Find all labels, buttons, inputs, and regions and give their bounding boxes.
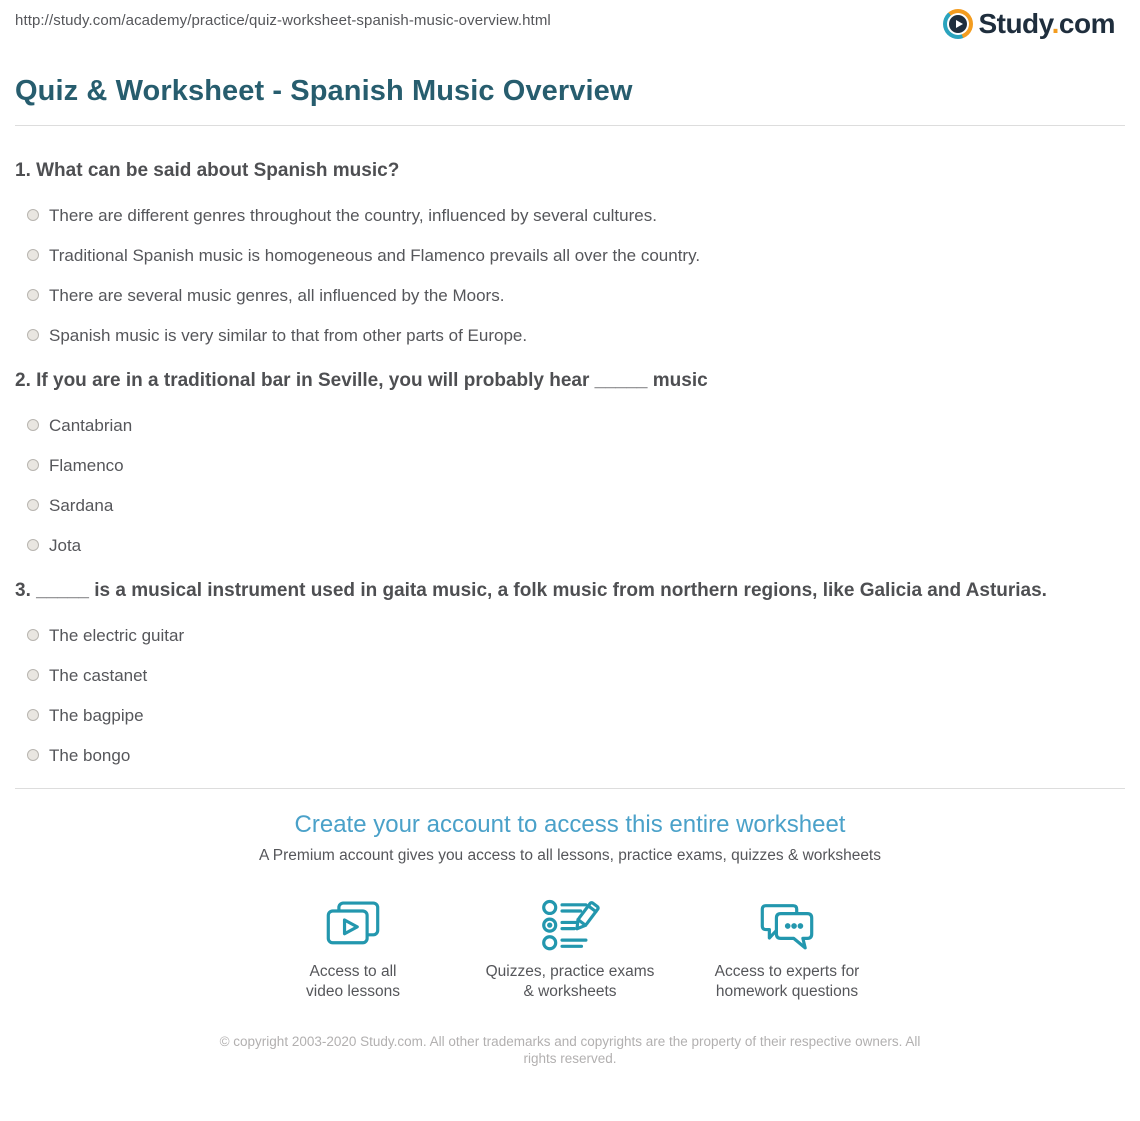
feature-label-line2: & worksheets xyxy=(523,982,617,1000)
answer-option xyxy=(15,324,1125,347)
option-label[interactable]: Cantabrian xyxy=(49,415,133,435)
radio-button[interactable] xyxy=(27,249,39,261)
options-list xyxy=(15,624,1125,767)
quiz-worksheet-icon xyxy=(540,898,600,954)
options-list xyxy=(15,414,1125,557)
answer-option xyxy=(15,664,1125,687)
radio-button[interactable] xyxy=(27,629,39,641)
page-url: http://study.com/academy/practice/quiz-worksheet-spanish-music-overview.html xyxy=(15,12,551,29)
option-label[interactable]: The bongo xyxy=(49,745,131,765)
options-list xyxy=(15,204,1125,347)
option-label[interactable]: Flamenco xyxy=(49,455,124,475)
question-block xyxy=(15,578,1125,767)
answer-option xyxy=(15,624,1125,647)
radio-button[interactable] xyxy=(27,709,39,721)
study-logo-text: Study.com xyxy=(978,8,1115,39)
feature-item xyxy=(462,898,679,1002)
option-label[interactable]: Spanish music is very similar to that from other parts of Europe. xyxy=(49,325,528,345)
questions xyxy=(15,126,1125,767)
option-label[interactable]: The electric guitar xyxy=(49,625,185,645)
feature-label-line1: Access to all xyxy=(309,962,397,980)
radio-button[interactable] xyxy=(27,459,39,471)
feature-item xyxy=(245,898,462,1002)
feature-label-line1: Quizzes, practice exams xyxy=(485,962,655,980)
question-block xyxy=(15,368,1125,557)
option-label[interactable]: Traditional Spanish music is homogeneous and Flamenco prevails all over the country. xyxy=(49,245,701,265)
answer-option xyxy=(15,204,1125,227)
copyright-notice: © copyright 2003-2020 Study.com. All other trademarks and copyrights are the property of their respective owners. All rights reserved. xyxy=(219,1033,921,1066)
radio-button[interactable] xyxy=(27,499,39,511)
answer-option xyxy=(15,244,1125,267)
features-row xyxy=(15,898,1125,1002)
option-label[interactable]: There are several music genres, all influenced by the Moors. xyxy=(49,285,505,305)
question-block xyxy=(15,158,1125,347)
answer-option xyxy=(15,704,1125,727)
answer-option xyxy=(15,454,1125,477)
play-icon xyxy=(956,20,963,28)
radio-button[interactable] xyxy=(27,209,39,221)
cta-heading: Create your account to access this entire worksheet xyxy=(294,810,846,838)
feature-icon-slot xyxy=(462,898,679,954)
page-title: Quiz & Worksheet - Spanish Music Overview xyxy=(15,75,633,107)
answer-option xyxy=(15,494,1125,517)
option-label[interactable]: Jota xyxy=(49,535,82,555)
cta-section xyxy=(15,789,1125,1067)
answer-option xyxy=(15,534,1125,557)
feature-icon-slot xyxy=(245,898,462,954)
feature-label-line2: video lessons xyxy=(306,982,400,1000)
radio-button[interactable] xyxy=(27,329,39,341)
answer-option xyxy=(15,744,1125,767)
video-lessons-icon xyxy=(323,898,383,954)
option-label[interactable]: The castanet xyxy=(49,665,148,685)
page-header xyxy=(15,0,1125,58)
question-text: 2. If you are in a traditional bar in Seville, you will probably hear _____ music xyxy=(15,369,708,391)
radio-button[interactable] xyxy=(27,539,39,551)
radio-button[interactable] xyxy=(27,289,39,301)
option-label[interactable]: The bagpipe xyxy=(49,705,144,725)
question-text: 3. _____ is a musical instrument used in gaita music, a folk music from northern regions, like Galicia and Asturias. xyxy=(15,579,1047,601)
radio-button[interactable] xyxy=(27,419,39,431)
feature-icon-slot xyxy=(679,898,896,954)
answer-option xyxy=(15,284,1125,307)
option-label[interactable]: There are different genres throughout the country, influenced by several cultures. xyxy=(49,205,657,225)
radio-button[interactable] xyxy=(27,749,39,761)
question-text: 1. What can be said about Spanish music? xyxy=(15,159,400,181)
option-label[interactable]: Sardana xyxy=(49,495,114,515)
study-logo[interactable] xyxy=(943,9,1115,39)
cta-subheading: A Premium account gives you access to all lessons, practice exams, quizzes & worksheets xyxy=(259,846,881,864)
answer-option xyxy=(15,414,1125,437)
feature-label-line2: homework questions xyxy=(715,982,859,1000)
chat-experts-icon xyxy=(757,898,817,954)
feature-item xyxy=(679,898,896,1002)
radio-button[interactable] xyxy=(27,669,39,681)
study-logo-icon xyxy=(943,9,973,39)
feature-label-line1: Access to experts for xyxy=(714,962,860,980)
